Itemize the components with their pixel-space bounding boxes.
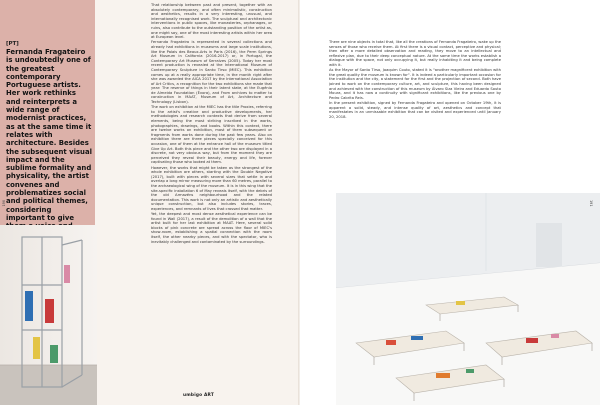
left-article-column <box>151 3 272 389</box>
page-number-left: 190 <box>2 200 6 207</box>
article-paragraph: Yet, the deepest and most dense aesthetical experience can be found in Wall (2017), a result of the demolition of a wall that the artist built for her last exhibition at MAAT. Here, several solid blocks of pink concrete are spread across the floor of MIEC's show-room, establishing a spatial connection with the room itself, the other nearby pieces, and with the spectator, who is inevitably challenged and contaminated by the surroundings. <box>151 212 272 244</box>
article-paragraph: There are nine objects in total that, like all the creations of Fernanda Fragateiro, wake up the senses of those who receive them. At first there is a visual contact, perceptive and physical; then after a more detailed observation and reading, they move to an intellectual and reflexive plan, due to their deep conceptual nature. At the same time the works establish a dialogue with the space, not only occupying it, but really inhabiting it and being complete with it. <box>329 40 501 67</box>
article-paragraph: However, the works that might be taken as the strongest of the whole exhibition are others, starting with the Double Negative (2017), built with pieces with several sizes that settle in and overlap a long mirror measuring more than 60 metres, parallel to the archaeological wing of the museum. It is in this wing that the site-specific installation 6 of May reveals itself, with the debris of the old Armazéns neighbourhood and the related documentation. This work is not only an artistic and aesthetically unique construction, but also includes stories, traces, experiences, and remnants of lives that crossed that matter. <box>151 165 272 211</box>
page-number-right: 191 <box>589 200 593 207</box>
installation-photo-gallery <box>336 193 600 405</box>
article-paragraph: The work on exhibition at the MIEC has the title Proxies, referring to the artist's creative and productive developments, her methodologies and research contexts that derive from several elements, being the most striking inscribed in the works, photographies, drawings, and books. Within this context, there are twelve works on exhibition, most of them subsequent or fragments from works done during the past few years. Also on exhibition there are three pieces specially conceived for this occasion, one of them at the entrance hall of the museum titled Give Up Art. Both this piece and the other two are displayed in a discrete, not very obvious way, but from the moment they are perceived they reveal their beauty, energy and life, forever captivating those who looked at them. <box>151 105 272 165</box>
article-paragraph: Fernanda Fragateiro is represented in several collections and already had exhibitions in museums and large scale institutions, like the Palais des Beaux-Arts in Paris (2016), the Perm Springs Art Museum in California (2016-2017) or, in Portugal, the Contemporary Art Museum of Serralves (2005). Today her most recent production is revealed at the International Museum of Contemporary Sculpture in Santo Tirso (MIEC). This exhibition comes up at a really appropriate time, in the month right after she was awarded the AICA 2017 by the International Association of Art Critics, a recognition for the two exhibitions she made that year: The reserve of things in their latent state, at the Eugénio de Almeida Foundation (Évora), and From archives to matter to construction in MAAT, Museum of Art, Architecture and Technology (Lisbon). <box>151 40 272 105</box>
language-tag: [PT] <box>6 41 19 47</box>
intro-text: Fernanda Fragateiro is undoubtedly one of the greatest contemporary Portuguese artists. Her work rethinks and reinterprets a wide range of modernist practices, as at the same time it relates with architecture. Besides the subsequent visual impact and the sublime formality and physicality, the artist convenes and problematizes social and political themes, considering important to give <box>6 48 92 222</box>
article-paragraph: In the present exhibition, signed by Fernanda Fragateiro and opened on October 19th, it is apparent a solid, steady, and intense quality of art, aesthetics and concept that manifestates in an unmissable exhibition that can be visited and experienced until January 20, 2018. <box>329 100 501 119</box>
magazine-footer: umbigo ART <box>183 393 214 398</box>
tall-frame-sculpture-image <box>0 225 97 405</box>
installation-photo-tall-frame <box>0 225 97 405</box>
article-paragraph: As the Mayor of Santo Tirso, Joaquim Couto, stated it is "another magnificent exhibition with the great quality the museum is known for". It is indeed a particularly important occasion for the institution and the city, a statement for the first and the projection of second. Both have joined to work on the contemporary culture, art, and sculpture, this having been designed and achieved with the construction of this museum by Álvaro Siza Vieira and Eduardo Souto Moura, and it has now a continuity with significant exhibitions, like the previous one by Pedro Cabrita Reis. <box>329 68 501 100</box>
right-article-column <box>329 40 501 190</box>
article-paragraph: That relationship between past and present, together with an absolutely contemporary, and often minimalistic, construction and aesthetics, results in a very interesting, unusual, and internationally recognised work. The sculptural and architectonic interventions in public spaces, like monasteries, orphanages, or ruins, also contribute to the outstanding position of the artist as, one might say, one of the most interesting artists within her area at European level. <box>151 3 272 40</box>
gallery-floor-pieces-image <box>336 193 600 405</box>
